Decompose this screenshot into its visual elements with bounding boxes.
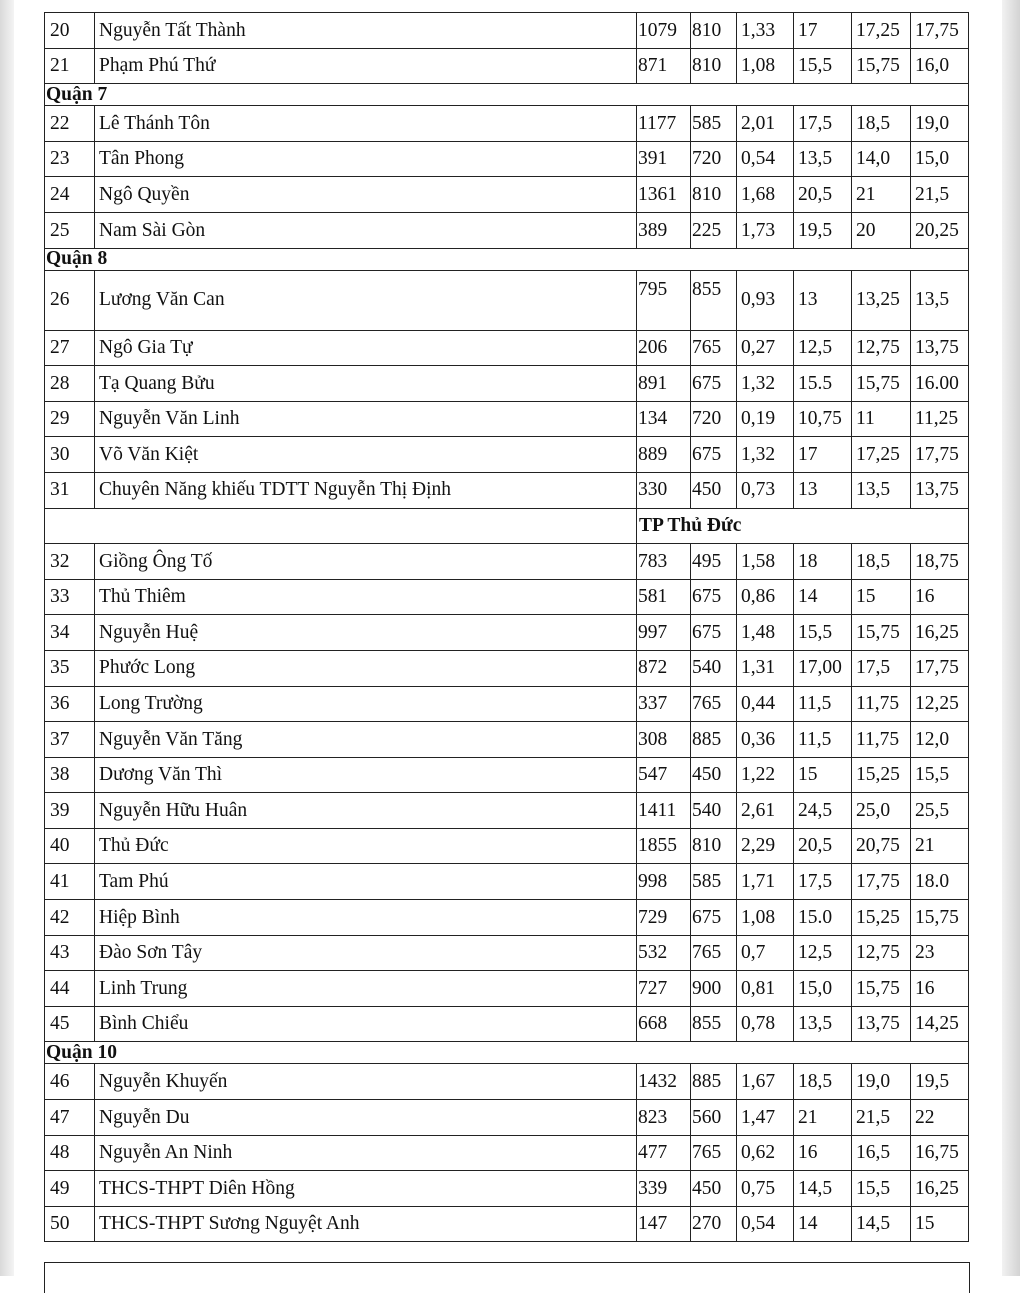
school-name: Nguyễn Khuyến [95, 1064, 637, 1100]
table-row [45, 106, 969, 142]
value-cell-2: 585 [691, 864, 737, 900]
school-name: Nam Sài Gòn [95, 212, 637, 248]
value-cell-2: 885 [691, 722, 737, 758]
value-cell-1: 1079 [637, 13, 691, 49]
row-number: 41 [45, 864, 95, 900]
value-cell-4: 17,5 [794, 106, 852, 142]
value-cell-2: 885 [691, 1064, 737, 1100]
value-cell-6: 21 [911, 828, 969, 864]
row-number: 33 [45, 579, 95, 615]
school-name: Thủ Thiêm [95, 579, 637, 615]
school-name: Tam Phú [95, 864, 637, 900]
table-row [45, 686, 969, 722]
value-cell-2: 765 [691, 330, 737, 366]
value-cell-6: 19,0 [911, 106, 969, 142]
table-row [45, 177, 969, 213]
value-cell-3: 0,81 [737, 971, 794, 1007]
value-cell-4: 18 [794, 544, 852, 580]
value-cell-1: 1361 [637, 177, 691, 213]
value-cell-6: 12,25 [911, 686, 969, 722]
value-cell-5: 17,25 [852, 13, 911, 49]
value-cell-3: 0,75 [737, 1171, 794, 1207]
value-cell-6: 19,5 [911, 1064, 969, 1100]
value-cell-6: 11,25 [911, 401, 969, 437]
value-cell-5: 15,5 [852, 1171, 911, 1207]
value-cell-1: 1432 [637, 1064, 691, 1100]
value-cell-5: 18,5 [852, 106, 911, 142]
row-number: 46 [45, 1064, 95, 1100]
table-row [45, 579, 969, 615]
value-cell-3: 1,68 [737, 177, 794, 213]
row-number: 30 [45, 437, 95, 473]
value-cell-4: 10,75 [794, 401, 852, 437]
value-cell-2: 450 [691, 1171, 737, 1207]
value-cell-3: 1,67 [737, 1064, 794, 1100]
value-cell-3: 1,33 [737, 13, 794, 49]
page-edge-left [0, 0, 14, 1276]
row-number: 42 [45, 900, 95, 936]
value-cell-3: 0,36 [737, 722, 794, 758]
value-cell-4: 21 [794, 1100, 852, 1136]
value-cell-3: 2,61 [737, 793, 794, 829]
value-cell-5: 14,0 [852, 141, 911, 177]
value-cell-6: 16.00 [911, 366, 969, 402]
value-cell-2: 765 [691, 1135, 737, 1171]
school-name: Thủ Đức [95, 828, 637, 864]
table-row [45, 757, 969, 793]
row-number: 29 [45, 401, 95, 437]
value-cell-5: 11,75 [852, 686, 911, 722]
school-name: Võ Văn Kiệt [95, 437, 637, 473]
table-row [45, 1006, 969, 1042]
value-cell-2: 540 [691, 650, 737, 686]
value-cell-3: 1,32 [737, 366, 794, 402]
value-cell-4: 20,5 [794, 177, 852, 213]
value-cell-5: 14,5 [852, 1206, 911, 1242]
value-cell-5: 15,75 [852, 971, 911, 1007]
value-cell-2: 810 [691, 13, 737, 49]
value-cell-3: 1,48 [737, 615, 794, 651]
table-row [45, 366, 969, 402]
value-cell-5: 13,5 [852, 472, 911, 508]
school-name: Chuyên Năng khiếu TDTT Nguyễn Thị Định [95, 472, 637, 508]
row-number: 21 [45, 48, 95, 84]
value-cell-6: 14,25 [911, 1006, 969, 1042]
value-cell-6: 13,75 [911, 330, 969, 366]
value-cell-1: 147 [637, 1206, 691, 1242]
school-name: THCS-THPT Diên Hồng [95, 1171, 637, 1207]
value-cell-6: 15,0 [911, 141, 969, 177]
table-row [45, 141, 969, 177]
value-cell-2: 810 [691, 48, 737, 84]
value-cell-3: 2,01 [737, 106, 794, 142]
value-cell-4: 15.0 [794, 900, 852, 936]
value-cell-5: 17,25 [852, 437, 911, 473]
value-cell-3: 0,27 [737, 330, 794, 366]
value-cell-3: 0,54 [737, 1206, 794, 1242]
row-number: 35 [45, 650, 95, 686]
school-name: Tân Phong [95, 141, 637, 177]
value-cell-1: 668 [637, 1006, 691, 1042]
value-cell-6: 18,75 [911, 544, 969, 580]
value-cell-6: 16,0 [911, 48, 969, 84]
value-cell-2: 270 [691, 1206, 737, 1242]
row-number: 45 [45, 1006, 95, 1042]
value-cell-4: 16 [794, 1135, 852, 1171]
value-cell-1: 823 [637, 1100, 691, 1136]
value-cell-4: 12,5 [794, 330, 852, 366]
row-number: 43 [45, 935, 95, 971]
district-heading-row [45, 248, 969, 270]
value-cell-4: 11,5 [794, 722, 852, 758]
value-cell-5: 18,5 [852, 544, 911, 580]
value-cell-4: 17,5 [794, 864, 852, 900]
school-name: THCS-THPT Sương Nguyệt Anh [95, 1206, 637, 1242]
value-cell-3: 1,32 [737, 437, 794, 473]
row-number: 36 [45, 686, 95, 722]
school-name: Nguyễn Tất Thành [95, 13, 637, 49]
value-cell-4: 24,5 [794, 793, 852, 829]
value-cell-4: 13,5 [794, 141, 852, 177]
school-name: Ngô Quyền [95, 177, 637, 213]
row-number: 23 [45, 141, 95, 177]
value-cell-3: 0,93 [737, 270, 794, 330]
row-number: 25 [45, 212, 95, 248]
value-cell-3: 1,73 [737, 212, 794, 248]
table-row [45, 1100, 969, 1136]
value-cell-4: 13 [794, 472, 852, 508]
value-cell-2: 720 [691, 401, 737, 437]
value-cell-1: 389 [637, 212, 691, 248]
value-cell-1: 998 [637, 864, 691, 900]
row-number: 24 [45, 177, 95, 213]
value-cell-1: 1411 [637, 793, 691, 829]
value-cell-2: 810 [691, 828, 737, 864]
row-number: 50 [45, 1206, 95, 1242]
school-name: Phước Long [95, 650, 637, 686]
school-name: Tạ Quang Bửu [95, 366, 637, 402]
district-heading-row [45, 84, 969, 106]
table-row [45, 13, 969, 49]
value-cell-2: 720 [691, 141, 737, 177]
value-cell-2: 675 [691, 900, 737, 936]
value-cell-5: 20,75 [852, 828, 911, 864]
value-cell-6: 16,25 [911, 615, 969, 651]
value-cell-3: 0,44 [737, 686, 794, 722]
school-name: Linh Trung [95, 971, 637, 1007]
table-row [45, 793, 969, 829]
value-cell-1: 872 [637, 650, 691, 686]
value-cell-3: 0,62 [737, 1135, 794, 1171]
value-cell-3: 1,31 [737, 650, 794, 686]
school-name: Nguyễn Huệ [95, 615, 637, 651]
city-heading-row [45, 508, 969, 544]
value-cell-5: 15,75 [852, 48, 911, 84]
value-cell-3: 1,47 [737, 1100, 794, 1136]
row-number: 20 [45, 13, 95, 49]
value-cell-2: 450 [691, 757, 737, 793]
table-body [45, 13, 969, 1242]
value-cell-5: 16,5 [852, 1135, 911, 1171]
value-cell-2: 765 [691, 686, 737, 722]
table-row [45, 48, 969, 84]
value-cell-2: 855 [691, 270, 737, 330]
value-cell-2: 560 [691, 1100, 737, 1136]
school-name: Ngô Gia Tự [95, 330, 637, 366]
value-cell-5: 20 [852, 212, 911, 248]
value-cell-6: 21,5 [911, 177, 969, 213]
value-cell-1: 532 [637, 935, 691, 971]
value-cell-2: 225 [691, 212, 737, 248]
value-cell-1: 339 [637, 1171, 691, 1207]
value-cell-4: 13 [794, 270, 852, 330]
value-cell-6: 17,75 [911, 437, 969, 473]
value-cell-6: 16,25 [911, 1171, 969, 1207]
row-number: 44 [45, 971, 95, 1007]
admission-score-table [44, 12, 969, 1242]
value-cell-4: 20,5 [794, 828, 852, 864]
table-row [45, 971, 969, 1007]
value-cell-1: 330 [637, 472, 691, 508]
value-cell-1: 308 [637, 722, 691, 758]
row-number: 31 [45, 472, 95, 508]
school-name: Nguyễn An Ninh [95, 1135, 637, 1171]
table-continuation [44, 1262, 970, 1293]
school-name: Nguyễn Văn Tăng [95, 722, 637, 758]
school-name: Lương Văn Can [95, 270, 637, 330]
school-name: Long Trường [95, 686, 637, 722]
school-name: Bình Chiểu [95, 1006, 637, 1042]
value-cell-4: 12,5 [794, 935, 852, 971]
value-cell-4: 11,5 [794, 686, 852, 722]
value-cell-3: 0,19 [737, 401, 794, 437]
value-cell-4: 19,5 [794, 212, 852, 248]
value-cell-6: 15,75 [911, 900, 969, 936]
value-cell-4: 17,00 [794, 650, 852, 686]
value-cell-6: 15,5 [911, 757, 969, 793]
district-heading-row [45, 1042, 969, 1064]
value-cell-1: 206 [637, 330, 691, 366]
value-cell-5: 25,0 [852, 793, 911, 829]
value-cell-6: 16,75 [911, 1135, 969, 1171]
row-number: 26 [45, 270, 95, 330]
value-cell-5: 17,75 [852, 864, 911, 900]
table-row [45, 900, 969, 936]
row-number: 22 [45, 106, 95, 142]
value-cell-4: 14,5 [794, 1171, 852, 1207]
value-cell-5: 11 [852, 401, 911, 437]
row-number: 47 [45, 1100, 95, 1136]
value-cell-2: 675 [691, 579, 737, 615]
value-cell-6: 18.0 [911, 864, 969, 900]
school-name: Phạm Phú Thứ [95, 48, 637, 84]
value-cell-2: 675 [691, 615, 737, 651]
value-cell-1: 547 [637, 757, 691, 793]
value-cell-5: 15 [852, 579, 911, 615]
value-cell-6: 20,25 [911, 212, 969, 248]
value-cell-4: 17 [794, 437, 852, 473]
value-cell-3: 0,7 [737, 935, 794, 971]
row-number: 28 [45, 366, 95, 402]
value-cell-5: 15,75 [852, 366, 911, 402]
value-cell-3: 1,58 [737, 544, 794, 580]
value-cell-1: 477 [637, 1135, 691, 1171]
value-cell-3: 0,78 [737, 1006, 794, 1042]
value-cell-4: 13,5 [794, 1006, 852, 1042]
value-cell-5: 12,75 [852, 330, 911, 366]
value-cell-4: 14 [794, 1206, 852, 1242]
table-row [45, 437, 969, 473]
value-cell-2: 765 [691, 935, 737, 971]
value-cell-5: 15,25 [852, 757, 911, 793]
value-cell-5: 15,75 [852, 615, 911, 651]
school-name: Nguyễn Hữu Huân [95, 793, 637, 829]
value-cell-5: 21 [852, 177, 911, 213]
value-cell-4: 17 [794, 13, 852, 49]
value-cell-2: 810 [691, 177, 737, 213]
value-cell-1: 891 [637, 366, 691, 402]
value-cell-1: 729 [637, 900, 691, 936]
table-row [45, 722, 969, 758]
table-row [45, 615, 969, 651]
row-number: 27 [45, 330, 95, 366]
value-cell-1: 581 [637, 579, 691, 615]
value-cell-2: 540 [691, 793, 737, 829]
value-cell-6: 13,75 [911, 472, 969, 508]
value-cell-2: 855 [691, 1006, 737, 1042]
table-row [45, 472, 969, 508]
value-cell-2: 585 [691, 106, 737, 142]
value-cell-5: 15,25 [852, 900, 911, 936]
row-number: 37 [45, 722, 95, 758]
value-cell-6: 17,75 [911, 13, 969, 49]
value-cell-4: 14 [794, 579, 852, 615]
table-row [45, 401, 969, 437]
value-cell-2: 900 [691, 971, 737, 1007]
value-cell-6: 25,5 [911, 793, 969, 829]
table-row [45, 828, 969, 864]
value-cell-1: 871 [637, 48, 691, 84]
value-cell-4: 15,5 [794, 48, 852, 84]
school-name: Giồng Ông Tố [95, 544, 637, 580]
value-cell-2: 675 [691, 366, 737, 402]
value-cell-6: 16 [911, 971, 969, 1007]
school-name: Nguyễn Văn Linh [95, 401, 637, 437]
empty-cell [45, 508, 637, 544]
school-name: Đào Sơn Tây [95, 935, 637, 971]
value-cell-1: 391 [637, 141, 691, 177]
table-row [45, 1171, 969, 1207]
value-cell-4: 15 [794, 757, 852, 793]
table-row [45, 544, 969, 580]
value-cell-6: 15 [911, 1206, 969, 1242]
value-cell-1: 134 [637, 401, 691, 437]
value-cell-1: 997 [637, 615, 691, 651]
value-cell-4: 15.5 [794, 366, 852, 402]
table-row [45, 650, 969, 686]
row-number: 32 [45, 544, 95, 580]
row-number: 34 [45, 615, 95, 651]
value-cell-6: 16 [911, 579, 969, 615]
table-row [45, 270, 969, 330]
value-cell-3: 2,29 [737, 828, 794, 864]
value-cell-2: 450 [691, 472, 737, 508]
table-row [45, 1206, 969, 1242]
value-cell-6: 23 [911, 935, 969, 971]
table-row [45, 1135, 969, 1171]
value-cell-2: 495 [691, 544, 737, 580]
row-number: 48 [45, 1135, 95, 1171]
value-cell-6: 12,0 [911, 722, 969, 758]
district-label: Quận 7 [45, 84, 969, 106]
row-number: 49 [45, 1171, 95, 1207]
row-number: 38 [45, 757, 95, 793]
value-cell-3: 0,86 [737, 579, 794, 615]
page-edge-right [1002, 0, 1020, 1276]
school-name: Lê Thánh Tôn [95, 106, 637, 142]
value-cell-1: 337 [637, 686, 691, 722]
value-cell-4: 15,0 [794, 971, 852, 1007]
district-label: Quận 8 [45, 248, 969, 270]
value-cell-4: 15,5 [794, 615, 852, 651]
row-number: 40 [45, 828, 95, 864]
value-cell-5: 12,75 [852, 935, 911, 971]
value-cell-5: 19,0 [852, 1064, 911, 1100]
value-cell-4: 18,5 [794, 1064, 852, 1100]
table-row [45, 1064, 969, 1100]
value-cell-3: 0,73 [737, 472, 794, 508]
school-name: Nguyễn Du [95, 1100, 637, 1136]
value-cell-5: 13,75 [852, 1006, 911, 1042]
value-cell-6: 22 [911, 1100, 969, 1136]
value-cell-2: 675 [691, 437, 737, 473]
value-cell-1: 783 [637, 544, 691, 580]
city-label: TP Thủ Đức [637, 508, 969, 544]
table-row [45, 864, 969, 900]
school-name: Dương Văn Thì [95, 757, 637, 793]
value-cell-5: 21,5 [852, 1100, 911, 1136]
row-number: 39 [45, 793, 95, 829]
value-cell-1: 1177 [637, 106, 691, 142]
value-cell-5: 17,5 [852, 650, 911, 686]
value-cell-3: 1,08 [737, 900, 794, 936]
value-cell-6: 17,75 [911, 650, 969, 686]
value-cell-5: 11,75 [852, 722, 911, 758]
school-name: Hiệp Bình [95, 900, 637, 936]
value-cell-1: 727 [637, 971, 691, 1007]
district-label: Quận 10 [45, 1042, 969, 1064]
value-cell-1: 1855 [637, 828, 691, 864]
table-row [45, 330, 969, 366]
value-cell-3: 1,71 [737, 864, 794, 900]
table-row [45, 212, 969, 248]
value-cell-6: 13,5 [911, 270, 969, 330]
value-cell-3: 1,08 [737, 48, 794, 84]
value-cell-3: 1,22 [737, 757, 794, 793]
value-cell-5: 13,25 [852, 270, 911, 330]
value-cell-3: 0,54 [737, 141, 794, 177]
table-row [45, 935, 969, 971]
value-cell-1: 889 [637, 437, 691, 473]
value-cell-1: 795 [637, 270, 691, 330]
